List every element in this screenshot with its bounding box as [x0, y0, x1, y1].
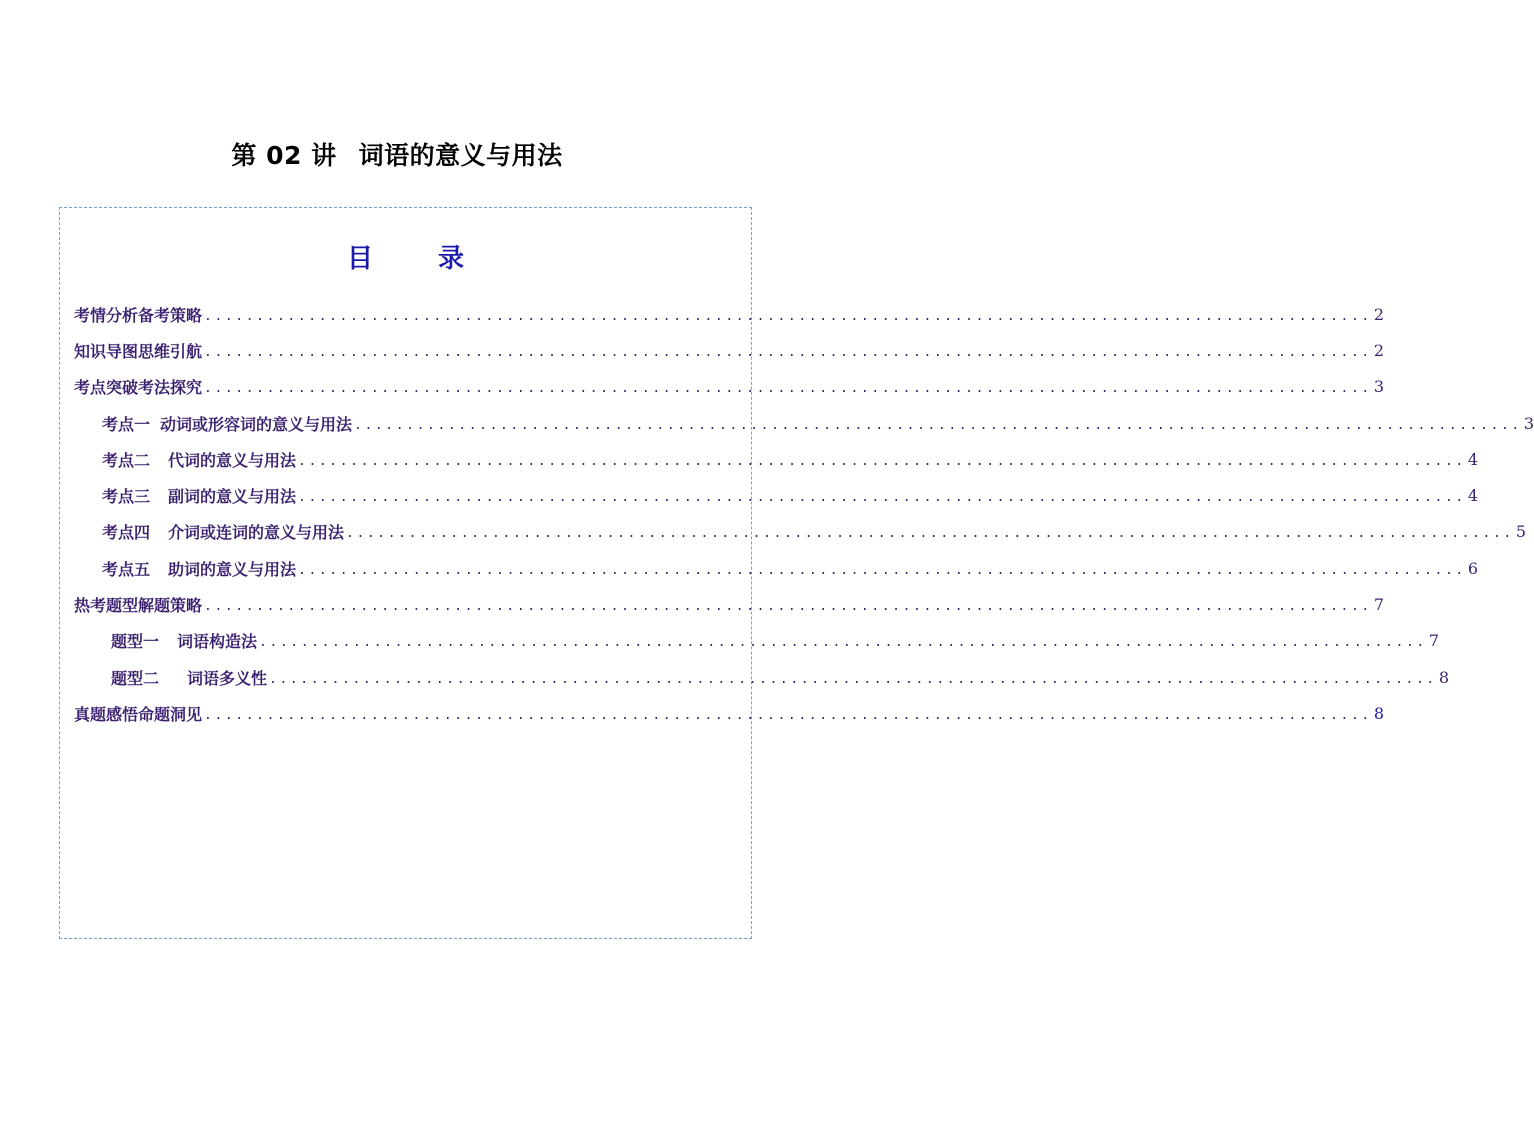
toc-entry-text: 助词的意义与用法	[168, 559, 297, 579]
lesson-number: 第 02 讲	[231, 141, 337, 170]
toc-entry-page: 7	[1428, 631, 1440, 651]
toc-entry-page: 8	[1373, 703, 1384, 723]
toc-entry[interactable]	[74, 586, 1384, 622]
toc-entry-page: 4	[1467, 449, 1479, 469]
toc-leader-dots: ................................................................................................................	[204, 599, 1372, 615]
toc-subentry[interactable]	[74, 441, 1479, 477]
toc-entry[interactable]	[74, 332, 1384, 368]
toc-entry-text: 词语构造法	[177, 632, 258, 652]
toc-entry-number: 考点一	[102, 414, 151, 434]
toc-entry-page: 2	[1373, 304, 1384, 324]
toc-leader-dots: ................................................................................................................	[259, 635, 1427, 651]
toc-heading: 目 录	[346, 244, 493, 274]
toc-entry-page: 4	[1467, 486, 1479, 506]
toc-list	[74, 296, 1534, 732]
toc-entry-text: 介词或连词的意义与用法	[168, 523, 345, 543]
toc-entry-label	[102, 448, 296, 471]
toc-entry-page: 6	[1467, 558, 1479, 578]
toc-entry-page: 7	[1373, 595, 1384, 615]
toc-leader-dots: ................................................................................................................	[204, 381, 1372, 397]
toc-subentry[interactable]	[74, 550, 1479, 586]
toc-subentry[interactable]	[74, 623, 1440, 659]
toc-leader-dots: ................................................................................................................	[298, 490, 1466, 506]
toc-entry-number: 题型一	[111, 632, 160, 652]
toc-leader-dots: ................................................................................................................	[204, 707, 1372, 723]
toc-entry-label	[102, 557, 296, 580]
toc-entry-number: 考点四	[102, 523, 151, 543]
lesson-topic: 词语的意义与用法	[358, 141, 563, 170]
toc-entry-label: 考点突破考法探究	[74, 378, 203, 398]
toc-entry-number: 题型二	[111, 668, 160, 688]
toc-subentry[interactable]	[74, 405, 1534, 441]
toc-entry-page: 5	[1515, 522, 1527, 542]
toc-entry-label	[102, 412, 352, 435]
toc-entry-label: 真题感悟命题洞见	[74, 704, 203, 724]
toc-entry[interactable]	[74, 695, 1384, 731]
toc-entry-page: 3	[1373, 377, 1384, 397]
toc-entry-page: 2	[1373, 340, 1384, 360]
toc-leader-dots: ................................................................................................................	[346, 526, 1514, 542]
toc-entry-label	[102, 520, 344, 543]
toc-entry-label: 考情分析备考策略	[74, 305, 203, 325]
toc-entry[interactable]	[74, 296, 1384, 332]
page-title	[0, 136, 794, 172]
toc-entry-text: 动词或形容词的意义与用法	[160, 414, 353, 434]
toc-entry-number: 考点三	[102, 487, 151, 507]
toc-leader-dots: ................................................................................................................	[269, 671, 1437, 687]
toc-entry-label: 热考题型解题策略	[74, 596, 203, 616]
toc-entry-page: 3	[1523, 413, 1534, 433]
toc-entry-text: 副词的意义与用法	[168, 487, 297, 507]
toc-leader-dots: ................................................................................................................	[204, 308, 1372, 324]
toc-entry-label: 知识导图思维引航	[74, 341, 203, 361]
toc-entry-page: 8	[1438, 667, 1450, 687]
table-of-contents	[59, 207, 1534, 939]
toc-entry-label	[102, 484, 296, 507]
toc-leader-dots: ................................................................................................................	[204, 344, 1372, 360]
toc-entry-number: 考点二	[102, 450, 151, 470]
toc-subentry[interactable]	[74, 659, 1450, 695]
toc-entry-number: 考点五	[102, 559, 151, 579]
toc-leader-dots: ................................................................................................................	[298, 453, 1466, 469]
toc-entry-text: 代词的意义与用法	[168, 450, 297, 470]
toc-entry-text: 词语多义性	[187, 668, 268, 688]
toc-entry-label	[111, 629, 257, 652]
toc-entry-label	[111, 666, 267, 689]
toc-leader-dots: ................................................................................................................	[298, 562, 1466, 578]
toc-subentry[interactable]	[74, 514, 1527, 550]
toc-leader-dots: ................................................................................................................	[354, 417, 1522, 433]
toc-subentry[interactable]	[74, 477, 1479, 513]
toc-entry[interactable]	[74, 369, 1384, 405]
